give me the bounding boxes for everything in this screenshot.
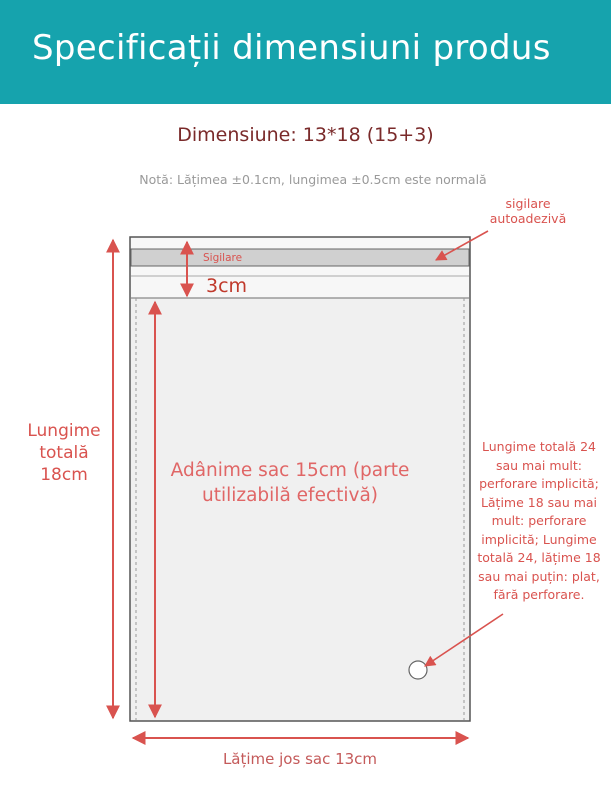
flap-height-label: 3cm	[206, 275, 248, 297]
self-adhesive-seal-label: sigilare autoadezivă	[489, 196, 567, 226]
seal-strip	[131, 249, 469, 266]
perforation-note: Lungime totală 24 sau mai mult: perforare implicită; Lățime 18 sau mai mult: perforare implicită; Lungime totală 24, lățime 18 sau mai puțin: plat, fără perforare.	[477, 439, 601, 602]
bag-depth-label: Adânime sac 15cm (parte utilizabilă efectivă)	[170, 460, 410, 506]
page-title: Specificații dimensiuni produs	[32, 28, 551, 68]
dimension-label: Dimensiune: 13*18 (15+3)	[177, 124, 434, 146]
bottom-width-label: Lățime jos sac 13cm	[222, 750, 378, 768]
hang-hole	[409, 661, 427, 679]
total-length-label: Lungime totală 18cm	[27, 421, 101, 485]
seal-label: Sigilare	[203, 252, 243, 264]
tolerance-note: Notă: Lățimea ±0.1cm, lungimea ±0.5cm este normală	[139, 172, 487, 187]
bag-flap	[131, 238, 469, 298]
